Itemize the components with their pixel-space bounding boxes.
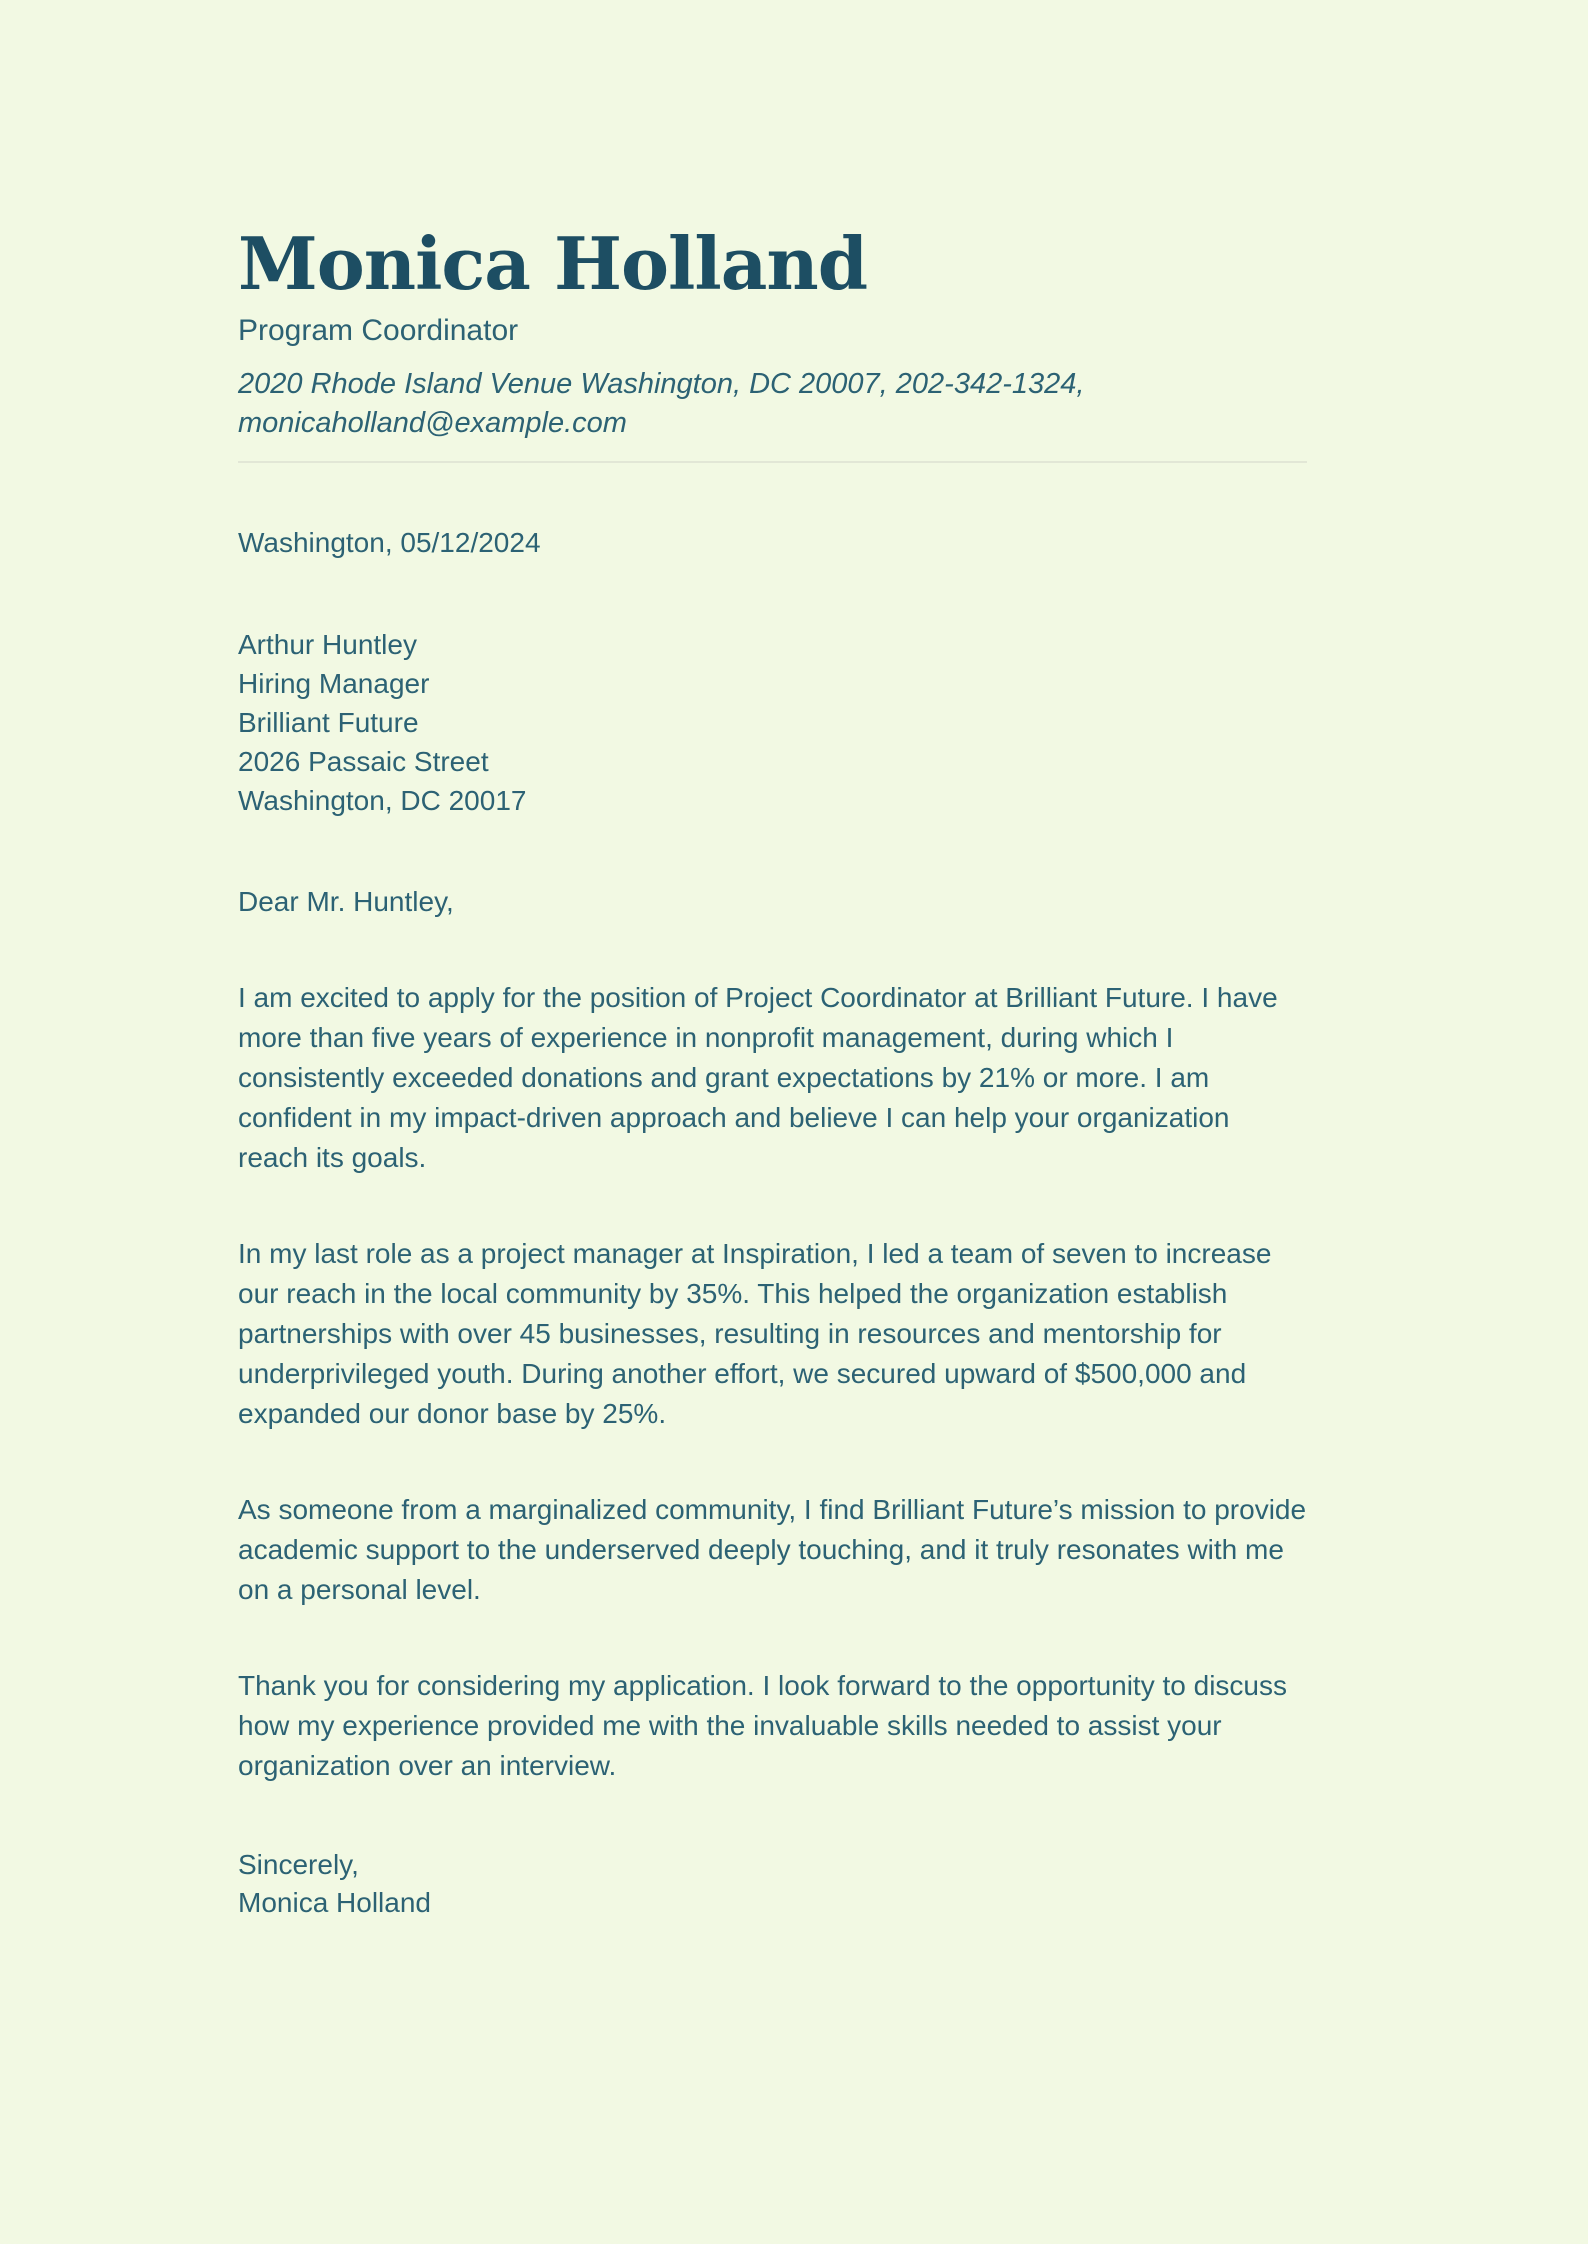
contact-address-phone: 2020 Rhode Island Venue Washington, DC 20007, 202-342-1324,: [238, 367, 1085, 400]
signature-name: Monica Holland: [238, 1886, 431, 1918]
greeting: Dear Mr. Huntley,: [238, 885, 454, 917]
contact-info: [238, 365, 1307, 443]
letter-header: [238, 221, 1307, 463]
paragraph-introduction: I am excited to apply for the position of Project Coordinator at Brilliant Future. I have more than five years of experience in nonprofit management, during which I consistently exceeded donations and grant expectations by 21% or more. I am confident in my impact-driven approach and believe I can help your organization reach its goals.: [238, 981, 1278, 1173]
closing-salutation: Sincerely,: [238, 1848, 359, 1880]
paragraph-thanks: Thank you for considering my application. I look forward to the opportunity to discuss how my experience provided me with the invaluable skills needed to assist your organization over an interview.: [238, 1669, 1287, 1781]
paragraph-motivation: As someone from a marginalized community, I find Brilliant Future’s mission to provide academic support to the underserved deeply touching, and it truly resonates with me on a personal level.: [238, 1493, 1307, 1605]
recipient-title: Hiring Manager: [238, 667, 430, 699]
contact-email: monicaholland@example.com: [238, 406, 627, 439]
letter-body: [238, 523, 1307, 1922]
header-divider: [238, 461, 1307, 463]
recipient-city: Washington, DC 20017: [238, 784, 527, 816]
sender-job-title: Program Coordinator: [238, 313, 519, 347]
paragraph-experience: In my last role as a project manager at Inspiration, I led a team of seven to increase our reach in the local community by 35%. This helped the organization establish partnerships with over 45 businesses, resulting in resources and mentorship for underprivileged youth. During another effort, we secured upward of $500,000 and expanded our donor base by 25%.: [238, 1237, 1272, 1429]
sender-name: Monica Holland: [238, 221, 868, 306]
closing-block: [238, 1846, 1307, 1922]
recipient-block: [238, 625, 1307, 820]
recipient-company: Brilliant Future: [238, 706, 419, 738]
recipient-name: Arthur Huntley: [238, 628, 417, 660]
recipient-street: 2026 Passaic Street: [238, 745, 489, 777]
date-line: Washington, 05/12/2024: [238, 526, 541, 558]
